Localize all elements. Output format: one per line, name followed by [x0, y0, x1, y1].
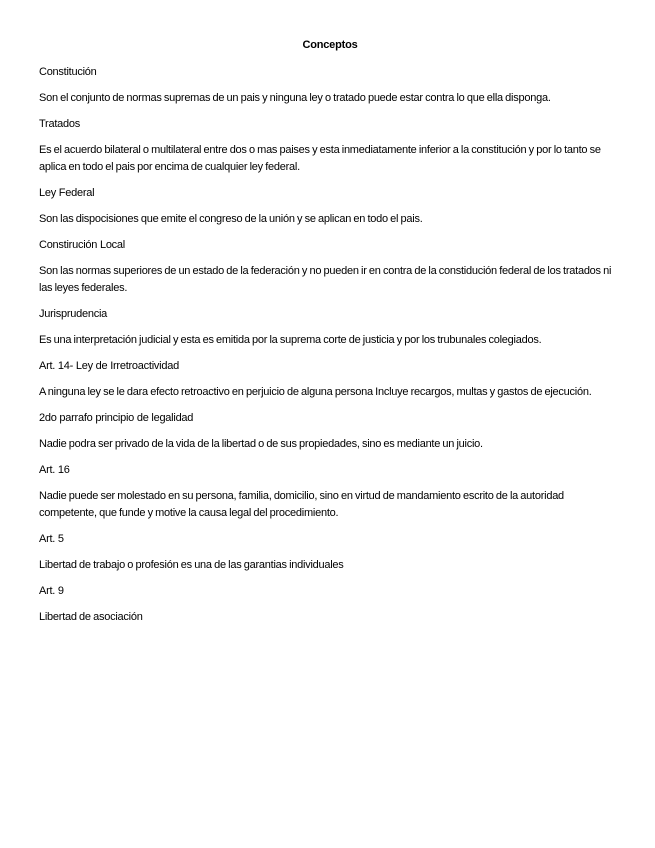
section-heading-principio-legalidad: 2do parrafo principio de legalidad — [39, 412, 194, 424]
section-heading-art-5: Art. 5 — [39, 533, 64, 545]
document-body — [39, 38, 621, 635]
section-heading-art-16: Art. 16 — [39, 464, 70, 476]
section-heading-art-14: Art. 14- Ley de Irretroactividad — [39, 360, 179, 372]
section-text-jurisprudencia: Es una interpretación judicial y esta es emitida por la suprema corte de justicia y por los trubunales colegiados. — [39, 334, 542, 346]
section-text-art-5: Libertad de trabajo o profesión es una de las garantias individuales — [39, 559, 344, 571]
section-heading-ley-federal: Ley Federal — [39, 187, 95, 199]
section-text-art-9: Libertad de asociación — [39, 611, 143, 623]
section-text-art-16: Nadie puede ser molestado en su persona, familia, domicilio, sino en virtud de mandamiento escrito de la autoridad competente, que funde y motive la causa legal del procedimiento. — [39, 490, 564, 519]
document-title: Conceptos — [302, 39, 358, 51]
section-text-art-14: A ninguna ley se le dara efecto retroactivo en perjuicio de alguna persona Incluye recargos, multas y gastos de ejecución. — [39, 386, 592, 398]
section-text-tratados: Es el acuerdo bilateral o multilateral entre dos o mas paises y esta inmediatamente inferior a la constitución y por lo tanto se aplica en todo el pais por encima de cualquier ley federal. — [39, 144, 601, 173]
section-text-ley-federal: Son las dispocisiones que emite el congreso de la unión y se aplican en todo el pais. — [39, 213, 423, 225]
section-heading-art-9: Art. 9 — [39, 585, 64, 597]
section-heading-tratados: Tratados — [39, 118, 81, 130]
section-text-constitucion-local: Son las normas superiores de un estado de la federación y no pueden ir en contra de la constidución federal de los tratados ni las leyes federales. — [39, 265, 612, 294]
section-heading-constitucion: Constitución — [39, 66, 97, 78]
section-text-principio-legalidad: Nadie podra ser privado de la vida de la libertad o de sus propiedades, sino es mediante un juicio. — [39, 438, 483, 450]
section-heading-constitucion-local: Constirución Local — [39, 239, 125, 251]
section-heading-jurisprudencia: Jurisprudencia — [39, 308, 108, 320]
section-text-constitucion: Son el conjunto de normas supremas de un pais y ninguna ley o tratado puede estar contra lo que ella disponga. — [39, 92, 551, 104]
